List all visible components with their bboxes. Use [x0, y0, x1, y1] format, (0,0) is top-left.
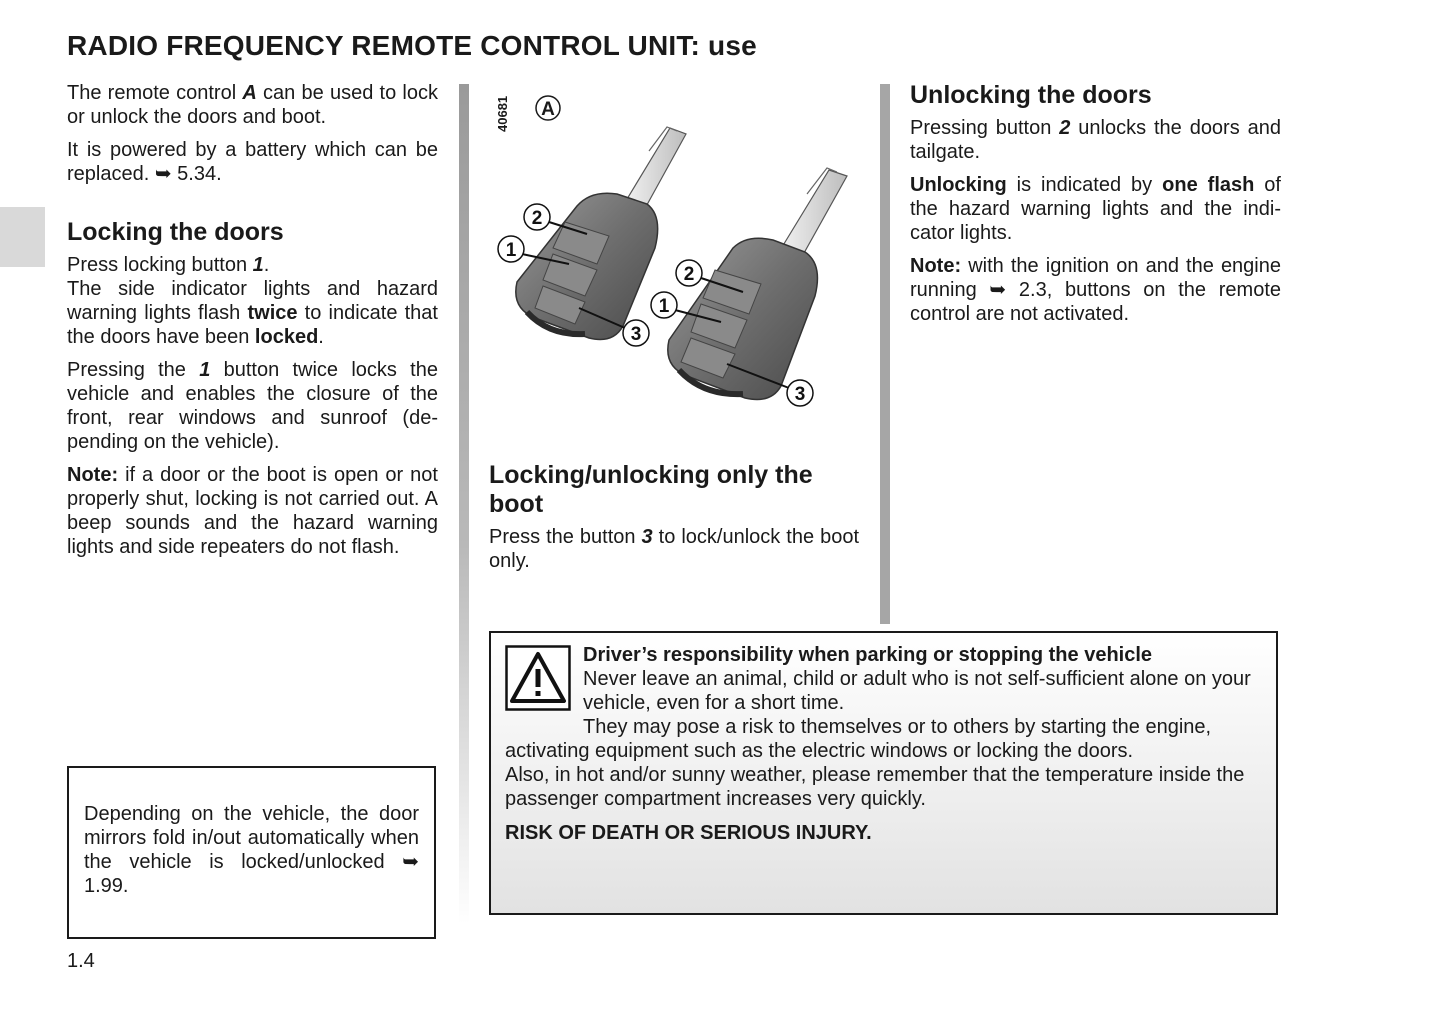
locking-paragraph-2: Pressing the 1 button twice locks the vehicle and enables the closure of the front, rear windows and sunroof (depending on the vehicle). [67, 359, 438, 453]
section-tab-marker [0, 207, 45, 267]
figure-label: A [541, 99, 555, 120]
warning-paragraph-2: They may pose a risk to themselves or to others by starting the engine, activating equipment such as the electric windows or locking the doors. [505, 716, 1212, 762]
right-column [910, 81, 1281, 335]
column-divider-left [459, 84, 469, 924]
callout-1-right: 1 [658, 296, 670, 317]
mirror-info-text: Depending on the vehicle, the door mirrors fold in/out automatically when the vehicle is locked/unlocked ➥ 1.99. [84, 803, 419, 897]
page-number: 1.4 [67, 950, 95, 972]
remote-control-illustration [489, 86, 859, 454]
locking-note: Note: if a door or the boot is open or not properly shut, locking is not carried out. A beep sounds and the hazard warning lights and side repeaters do not flash. [67, 464, 438, 558]
column-divider-right [880, 84, 890, 624]
unlocking-note: Note: with the ignition on and the engine running ➥ 2.3, buttons on the remote control are not activated. [910, 255, 1281, 325]
warning-box [489, 631, 1278, 915]
callout-3-left: 3 [630, 324, 642, 345]
middle-column [489, 461, 859, 582]
left-column [67, 81, 438, 568]
callout-2-right: 2 [683, 264, 695, 285]
warning-paragraph-3: Also, in hot and/or sunny weather, please remember that the temperature inside the passenger compartment increases very quickly. [505, 764, 1245, 810]
unlocking-paragraph-1: Pressing button 2 unlocks the doors and tailgate. [910, 117, 1281, 163]
warning-paragraph-1: Never leave an animal, child or adult who is not self-sufficient alone on your vehicle, even for a short time. [583, 668, 1251, 714]
mirror-info-box [67, 766, 436, 939]
remote-key-drawing [489, 86, 859, 454]
figure-ref-number: 40681 [495, 95, 510, 132]
intro-paragraph-2: It is powered by a battery which can be replaced. ➥ 5.34. [67, 139, 438, 185]
page-title: RADIO FREQUENCY REMOTE CONTROL UNIT: use [67, 30, 757, 61]
warning-risk-text: RISK OF DEATH OR SERIOUS INJURY. [505, 822, 872, 844]
unlocking-paragraph-2: Unlocking is indicated by one flash of the hazard warning lights and the indicator lights. [910, 174, 1281, 244]
boot-heading: Locking/unlocking only the boot [489, 461, 813, 518]
unlocking-heading: Unlocking the doors [910, 81, 1152, 109]
boot-paragraph: Press the button 3 to lock/unlock the boot only. [489, 526, 859, 572]
callout-2-left: 2 [531, 208, 543, 229]
callout-1-left: 1 [505, 240, 517, 261]
locking-paragraph-1: Press locking button 1. The side indicator lights and hazard warning lights flash twice to indicate that the doors have been locked. [67, 254, 438, 348]
callout-3-right: 3 [794, 384, 806, 405]
warning-triangle-icon [505, 645, 571, 711]
intro-paragraph-1: The remote control A can be used to lock or unlock the doors and boot. [67, 82, 438, 128]
locking-heading: Locking the doors [67, 218, 284, 246]
warning-title: Driver’s responsibility when parking or stopping the vehicle [583, 644, 1153, 666]
